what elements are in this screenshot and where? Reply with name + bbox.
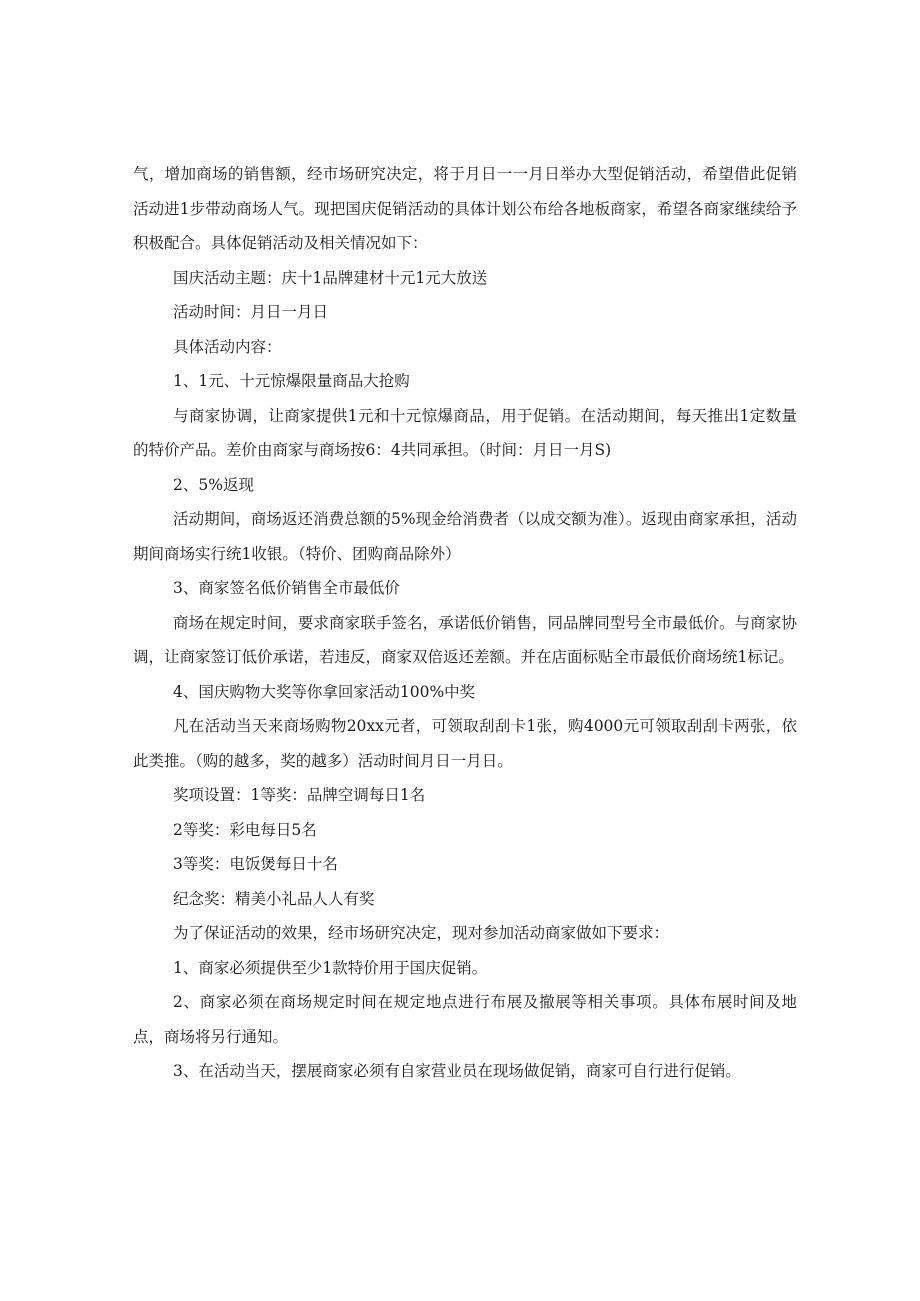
paragraph-requirement-3: 3、在活动当天，摆展商家必须有自家营业员在现场做促销，商家可自行进行促销。 <box>173 1062 741 1080</box>
paragraph-prize-souvenir: 纪念奖：精美小礼品人人有奖 <box>173 889 375 908</box>
paragraph-item-3-body: 商场在规定时间，要求商家联手签名，承诺低价销售，同品牌同型号全市最低价。与商家协调，让商家签订低价承诺，若违反，商家双倍返还差额。并在店面标贴全市最低价商场统1标记。 <box>133 613 797 666</box>
document-body <box>133 157 797 1089</box>
paragraph-item-1-heading: 1、1元、十元惊爆限量商品大抢购 <box>173 372 410 390</box>
paragraph-intro-continuation: 气，增加商场的销售额，经市场研究决定，将于月日一一月日举办大型促销活动，希望借此促销活动进1步带动商场人气。现把国庆促销活动的具体计划公布给各地板商家，希望各商家继续给予积极配合。具体促销活动及相关情况如下： <box>133 165 797 252</box>
paragraph-item-3-heading: 3、商家签名低价销售全市最低价 <box>173 579 400 597</box>
paragraph-item-2-body: 活动期间，商场返还消费总额的5%现金给消费者（以成交额为准）。返现由商家承担，活动期间商场实行统1收银。（特价、团购商品除外） <box>133 510 797 563</box>
paragraph-item-4-body: 凡在活动当天来商场购物20xx元者，可领取刮刮卡1张，购4000元可领取刮刮卡两张，依此类推。（购的越多，奖的越多）活动时间月日一月日。 <box>133 717 797 770</box>
paragraph-activity-time: 活动时间：月日一月日 <box>173 303 329 321</box>
paragraph-item-4-heading: 4、国庆购物大奖等你拿回家活动100%中奖 <box>173 682 476 701</box>
paragraph-prize-first: 奖项设置：1等奖：品牌空调每日1名 <box>173 786 426 804</box>
paragraph-content-heading: 具体活动内容： <box>173 337 282 356</box>
paragraph-requirements-intro: 为了保证活动的效果，经市场研究决定，现对参加活动商家做如下要求： <box>173 924 670 942</box>
paragraph-theme: 国庆活动主题：庆十1品牌建材十元1元大放送 <box>173 268 488 287</box>
paragraph-item-2-heading: 2、5%返现 <box>173 475 254 494</box>
paragraph-requirement-2: 2、商家必须在商场规定时间在规定地点进行布展及撤展等相关事项。具体布展时间及地点，商场将另行通知。 <box>133 993 797 1046</box>
paragraph-item-1-body: 与商家协调，让商家提供1元和十元惊爆商品，用于促销。在活动期间，每天推出1定数量的特价产品。差价由商家与商场按6：4共同承担。（时间：月日一月S) <box>133 406 797 459</box>
paragraph-requirement-1: 1、商家必须提供至少1款特价用于国庆促销。 <box>173 958 488 977</box>
paragraph-prize-third: 3等奖：电饭煲每日十名 <box>173 855 338 873</box>
paragraph-prize-second: 2等奖：彩电每日5名 <box>173 820 317 839</box>
